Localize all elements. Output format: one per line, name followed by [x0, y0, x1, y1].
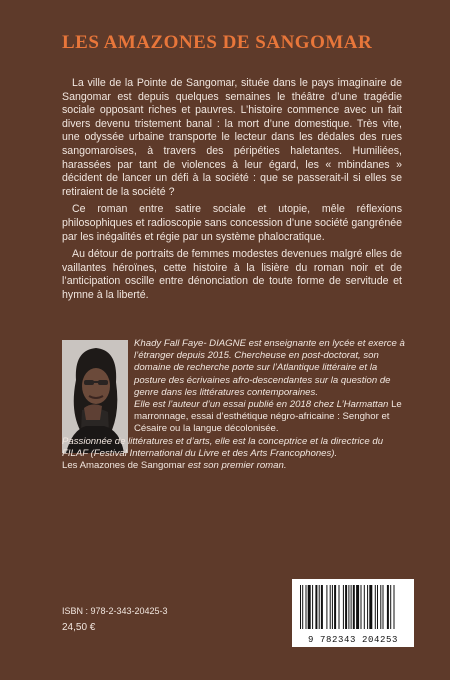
bio-paragraph [62, 399, 407, 436]
barcode-bar [306, 585, 307, 629]
bio-text: Passionnée de littératures et d’arts, elle est la conceptrice et la directrice du FILAF (Festival International du Livre et des Arts Francophones). [62, 435, 384, 459]
barcode-bar [351, 585, 352, 629]
barcode-bar [334, 585, 336, 629]
novel-title: Les Amazones de Sangomar [62, 460, 186, 472]
barcode-bar [332, 585, 333, 629]
price: 24,50 € [62, 622, 96, 633]
isbn: ISBN : 978-2-343-20425-3 [62, 606, 168, 616]
author-bio [62, 338, 407, 472]
barcode-bar [300, 585, 301, 629]
barcode-bar [312, 585, 313, 629]
barcode-bar [326, 585, 327, 629]
blurb-paragraph: La ville de la Pointe de Sangomar, située dans le pays imaginaire de Sangomar est depuis quelques semaines le théâtre d’une tragédie sociale opposant riches et pauvres. L’histoire commence avec un fait divers devenu tristement banal : la mort d’une domestique. Très vite, une odyssée urbaine transporte le lecteur dans les dédales des rues sangomaroises, à travers des péripéties haletantes. Humiliées, harassées par tant de violences à leur égard, les « mbindanes » décident de lancer un défi à la société : que se passerait-il si elles se retiraient de la société ? [62, 77, 402, 198]
essay-title: Le marronnage, essai d’esthétique négro-africaine : Senghor et Césaire ou la langue décolonisée. [134, 399, 402, 435]
barcode-bar [302, 585, 303, 629]
barcode-bar [348, 585, 349, 629]
barcode-bar [364, 585, 365, 629]
barcode-bar [377, 585, 378, 629]
barcode-bar [343, 585, 344, 629]
barcode-bar [361, 585, 362, 629]
barcode-bars [292, 579, 414, 633]
barcode-bar [375, 585, 376, 629]
blurb-paragraph: Ce roman entre satire sociale et utopie, mêle réflexions philosophiques et radioscopie sans concession d’une société gangrénée par les inégalités et régie par un système phalocratique. [62, 203, 402, 243]
barcode-number: 9 782343 204253 [307, 635, 398, 645]
blurb [62, 77, 402, 307]
barcode-bar [383, 585, 384, 629]
barcode-bar [308, 585, 311, 629]
barcode-bar [390, 585, 391, 629]
bio-text: est son premier roman. [185, 460, 287, 472]
barcode-bar [321, 585, 323, 629]
barcode-bar [315, 585, 317, 629]
barcode-bar [339, 585, 340, 629]
barcode-bar [380, 585, 381, 629]
barcode-bar [387, 585, 389, 629]
bio-paragraph [62, 436, 407, 460]
bio-paragraph [62, 460, 407, 472]
blurb-paragraph: Au détour de portraits de femmes modestes devenues malgré elles de vaillantes héroïnes, cette histoire à la lisière du roman noir et de l’anticipation oscille entre dénonciation de toute forme de servitude et hymne à la liberté. [62, 248, 402, 301]
book-title: LES AMAZONES DE SANGOMAR [62, 32, 373, 53]
bio-text: Khady Fall Faye- DIAGNE est enseignante en lycée et exerce à l’étranger depuis 2015. Chercheuse en post-doctorat, son domaine de recherche porte sur l’Atlantique littéraire et la posture des écrivaines afro-descendantes sur la question de genre dans les littératures contemporaines. [134, 338, 405, 398]
barcode-bar [345, 585, 347, 629]
barcode [292, 579, 414, 647]
barcode-bar [353, 585, 355, 629]
barcode-bar [367, 585, 368, 629]
barcode-bar [369, 585, 372, 629]
barcode-bar [319, 585, 320, 629]
barcode-bar [356, 585, 359, 629]
barcode-bar [330, 585, 331, 629]
bio-paragraph [62, 338, 407, 399]
bio-text: Elle est l’auteur d’un essai publié en 2018 chez L’Harmattan [134, 399, 389, 411]
barcode-bar [394, 585, 395, 629]
